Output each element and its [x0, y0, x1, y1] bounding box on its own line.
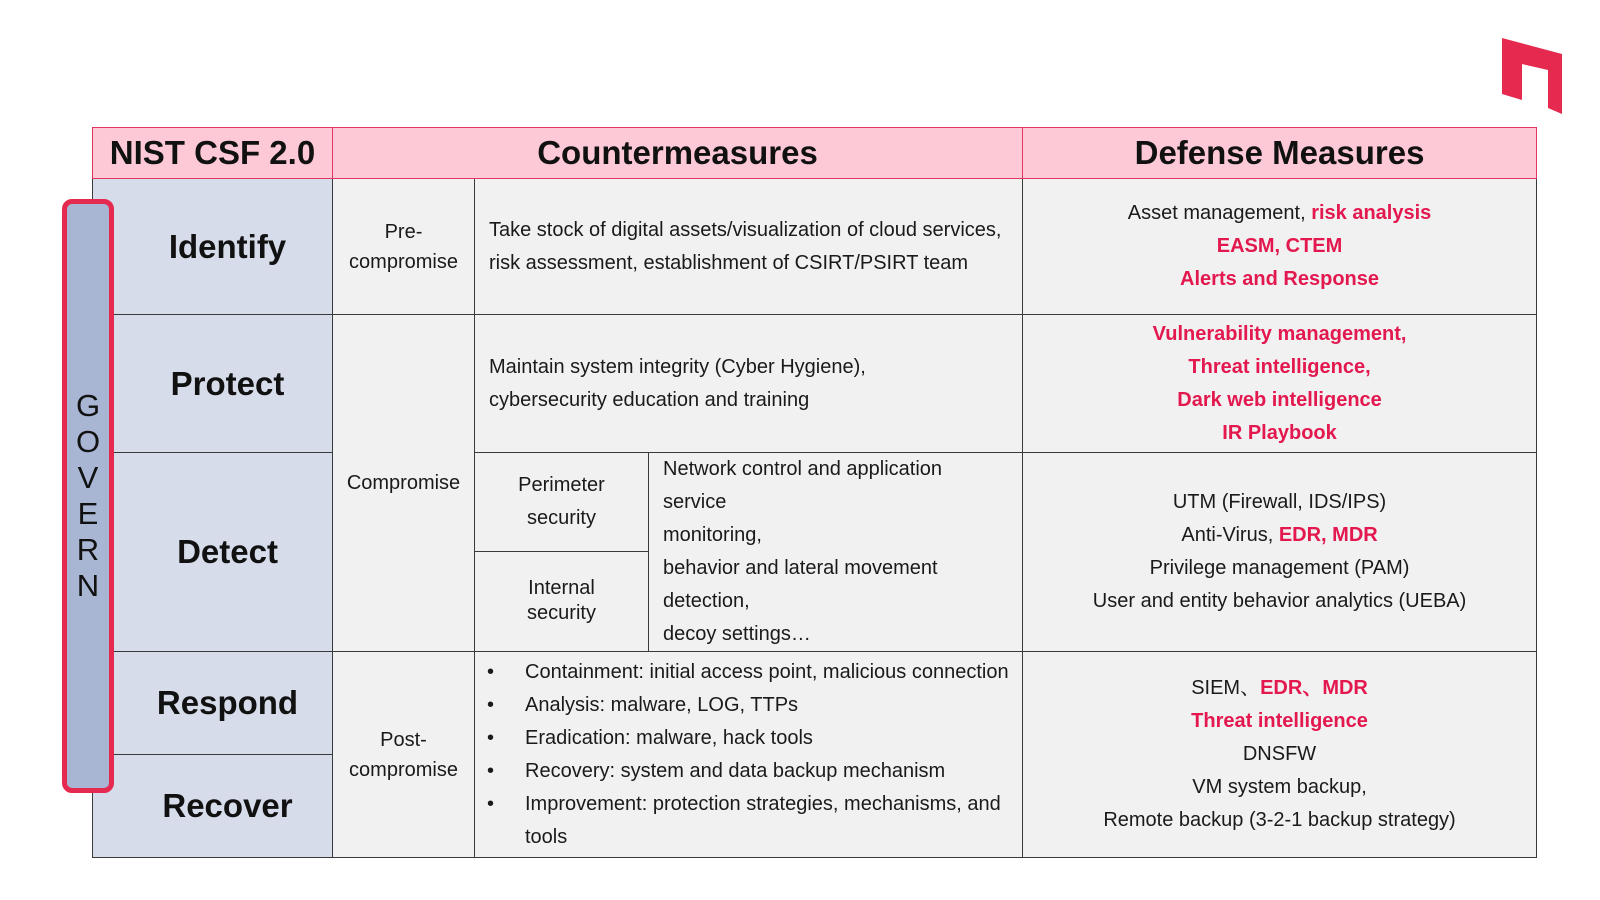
- govern-letter: R: [76, 532, 100, 567]
- brand-logo-icon: [1502, 38, 1566, 114]
- header-defense-measures: Defense Measures: [1023, 128, 1537, 179]
- defense-protect: Vulnerability management, Threat intelligence, Dark web intelligence IR Playbook: [1023, 315, 1537, 453]
- function-protect: Protect: [93, 315, 333, 453]
- countermeasure-respond-recover: [475, 652, 1023, 858]
- phase-pre-compromise: Pre- compromise: [333, 179, 475, 315]
- list-item: • Recovery: system and data backup mechanism: [487, 755, 1012, 788]
- defense-respond-recover: SIEM、EDR、MDR Threat intelligence DNSFW VM system backup, Remote backup (3-2-1 backup strategy): [1023, 652, 1537, 858]
- defense-identify: Asset management, risk analysis EASM, CTEM Alerts and Response: [1023, 179, 1537, 315]
- header-framework: NIST CSF 2.0: [93, 128, 333, 179]
- defense-detect: UTM (Firewall, IDS/IPS) Anti-Virus, EDR, MDR Privilege management (PAM) User and entity behavior analytics (UEBA): [1023, 453, 1537, 652]
- perimeter-security: Perimeter security: [475, 453, 649, 552]
- countermeasure-protect: Maintain system integrity (Cyber Hygiene), cybersecurity education and training: [475, 315, 1023, 453]
- govern-bar: [62, 199, 114, 793]
- phase-post-compromise: Post- compromise: [333, 652, 475, 858]
- govern-letter: G: [75, 388, 101, 423]
- govern-letter: E: [77, 496, 99, 531]
- header-countermeasures: Countermeasures: [333, 128, 1023, 179]
- function-respond: Respond: [93, 652, 333, 755]
- list-item: • Eradication: malware, hack tools: [487, 722, 1012, 755]
- function-identify: Identify: [93, 179, 333, 315]
- list-item: • Containment: initial access point, malicious connection: [487, 656, 1012, 689]
- internal-security: Internal security: [475, 551, 649, 651]
- countermeasure-identify: Take stock of digital assets/visualization of cloud services, risk assessment, establishment of CSIRT/PSIRT team: [475, 179, 1023, 315]
- function-detect: Detect: [93, 453, 333, 652]
- list-item: • Improvement: protection strategies, mechanisms, and tools: [487, 788, 1012, 854]
- list-item: • Analysis: malware, LOG, TTPs: [487, 689, 1012, 722]
- govern-letter: V: [77, 460, 99, 495]
- nist-csf-table: [92, 127, 1537, 858]
- govern-letter: O: [75, 424, 101, 459]
- phase-compromise: Compromise: [333, 315, 475, 652]
- countermeasure-detect: Network control and application service monitoring, behavior and lateral movement detection, decoy settings…: [649, 453, 1023, 652]
- function-recover: Recover: [93, 755, 333, 858]
- govern-letter: N: [76, 568, 100, 603]
